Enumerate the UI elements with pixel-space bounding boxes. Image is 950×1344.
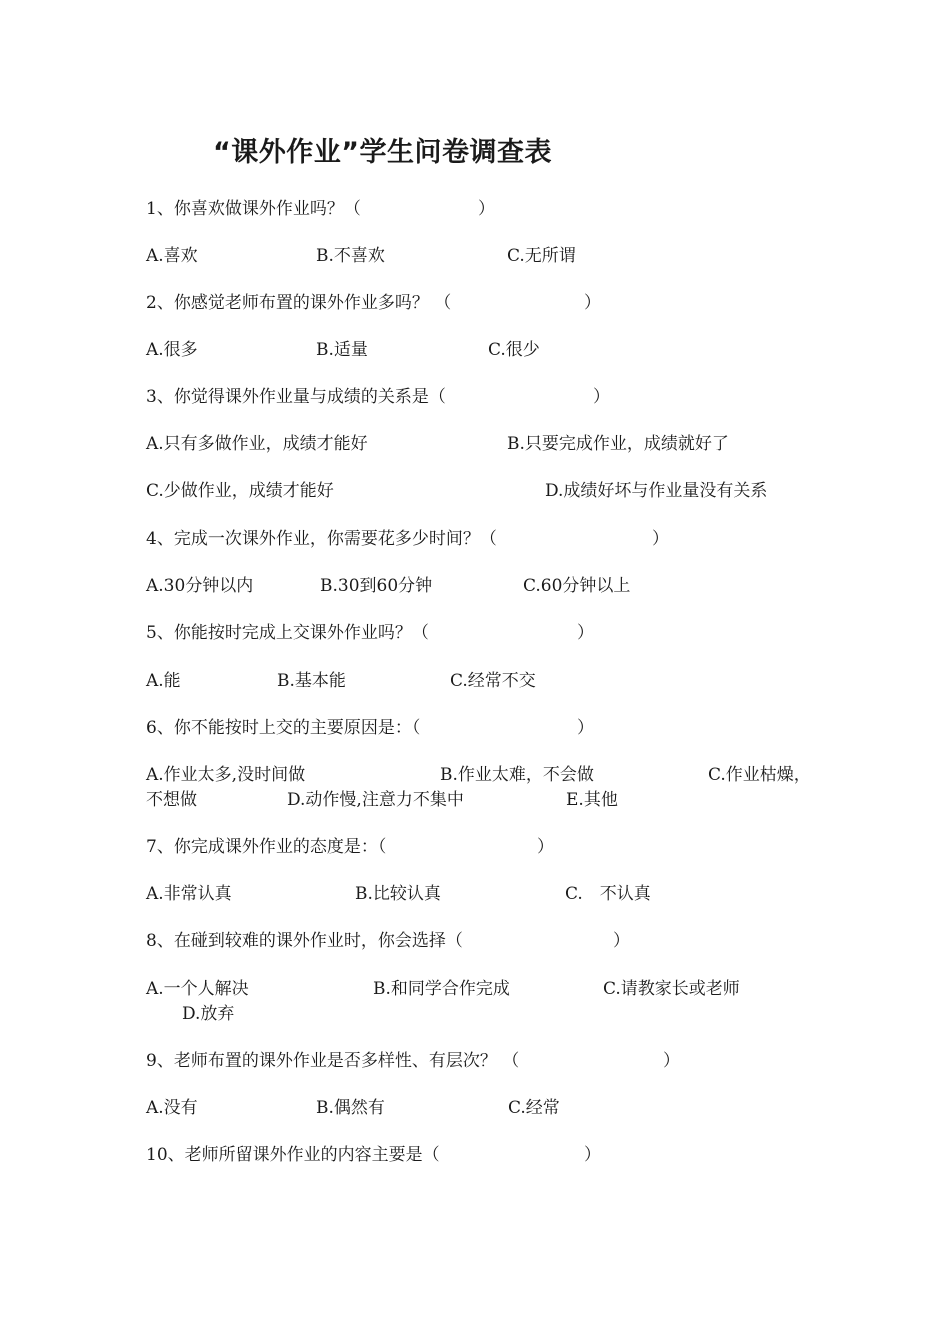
answer-blank-close: ） [652, 529, 669, 549]
question-6 [146, 717, 420, 739]
option-c: C.无所谓 [507, 246, 576, 266]
option-b: B.和同学合作完成 [373, 979, 510, 999]
option-b: B.作业太难，不会做 [440, 765, 594, 785]
answer-blank-close: ） [577, 718, 594, 738]
option-e: E.其他 [566, 790, 618, 810]
page-title: “课外作业”学生问卷调查表 [213, 137, 552, 168]
question-text: 7、你完成课外作业的态度是：（ [146, 837, 387, 857]
question-5 [146, 622, 429, 644]
answer-blank-close: ） [584, 1145, 601, 1165]
option-b: B.偶然有 [316, 1098, 385, 1118]
option-b: B.适量 [316, 340, 368, 360]
question-7 [146, 836, 386, 858]
option-c: C.经常不交 [450, 671, 536, 691]
option-a: A.能 [146, 671, 181, 691]
option-a: A.非常认真 [146, 884, 232, 904]
answer-blank-close: ） [584, 293, 601, 313]
answer-blank-close: ） [577, 623, 594, 643]
answer-blank-close: ） [613, 931, 630, 951]
option-c: C.作业枯燥， [708, 765, 811, 785]
option-d: D.成绩好坏与作业量没有关系 [545, 481, 768, 501]
option-a: A.喜欢 [146, 246, 198, 266]
question-text: 5、你能按时完成上交课外作业吗？（ [146, 623, 429, 643]
answer-blank-close: ） [593, 387, 610, 407]
question-8 [146, 930, 463, 952]
question-text: 2、你感觉老师布置的课外作业多吗？ （ [146, 293, 452, 313]
option-b: B.30到60分钟 [320, 576, 433, 596]
option-c: C.请教家长或老师 [603, 979, 740, 999]
option-c: C.60分钟以上 [523, 576, 631, 596]
question-4 [146, 528, 497, 550]
option-c: C.很少 [488, 340, 540, 360]
option-a: A.很多 [146, 340, 198, 360]
answer-blank-close: ） [478, 199, 495, 219]
option-b: B.比较认真 [355, 884, 441, 904]
question-3 [146, 386, 446, 408]
option-b: B.只要完成作业，成绩就好了 [507, 434, 729, 454]
question-text: 4、完成一次课外作业，你需要花多少时间？（ [146, 529, 497, 549]
question-text: 3、你觉得课外作业量与成绩的关系是（ [146, 387, 446, 407]
question-text: 6、你不能按时上交的主要原因是：（ [146, 718, 421, 738]
option-c: C. 不认真 [565, 884, 651, 904]
option-a: A.30分钟以内 [146, 576, 254, 596]
question-text: 8、在碰到较难的课外作业时，你会选择（ [146, 931, 463, 951]
option-a: A.作业太多,没时间做 [146, 765, 306, 785]
question-2 [146, 292, 451, 314]
question-9 [146, 1050, 519, 1072]
answer-blank-close: ） [537, 837, 554, 857]
option-b: B.基本能 [277, 671, 346, 691]
option-a: A.只有多做作业，成绩才能好 [146, 434, 368, 454]
option-d: D.放弃 [182, 1004, 235, 1024]
option-d: D.动作慢,注意力不集中 [287, 790, 464, 810]
question-text: 9、老师布置的课外作业是否多样性、有层次？ （ [146, 1051, 520, 1071]
option-b: B.不喜欢 [316, 246, 385, 266]
option-a: A.没有 [146, 1098, 198, 1118]
question-10 [146, 1144, 440, 1166]
option-c: C.少做作业，成绩才能好 [146, 481, 334, 501]
question-text: 10、老师所留课外作业的内容主要是（ [146, 1145, 440, 1165]
answer-blank-close: ） [663, 1051, 680, 1071]
option-c-continued: 不想做 [146, 790, 197, 810]
option-c: C.经常 [508, 1098, 560, 1118]
option-a: A.一个人解决 [146, 979, 249, 999]
question-text: 1、你喜欢做课外作业吗？（ [146, 199, 361, 219]
question-1 [146, 198, 361, 220]
